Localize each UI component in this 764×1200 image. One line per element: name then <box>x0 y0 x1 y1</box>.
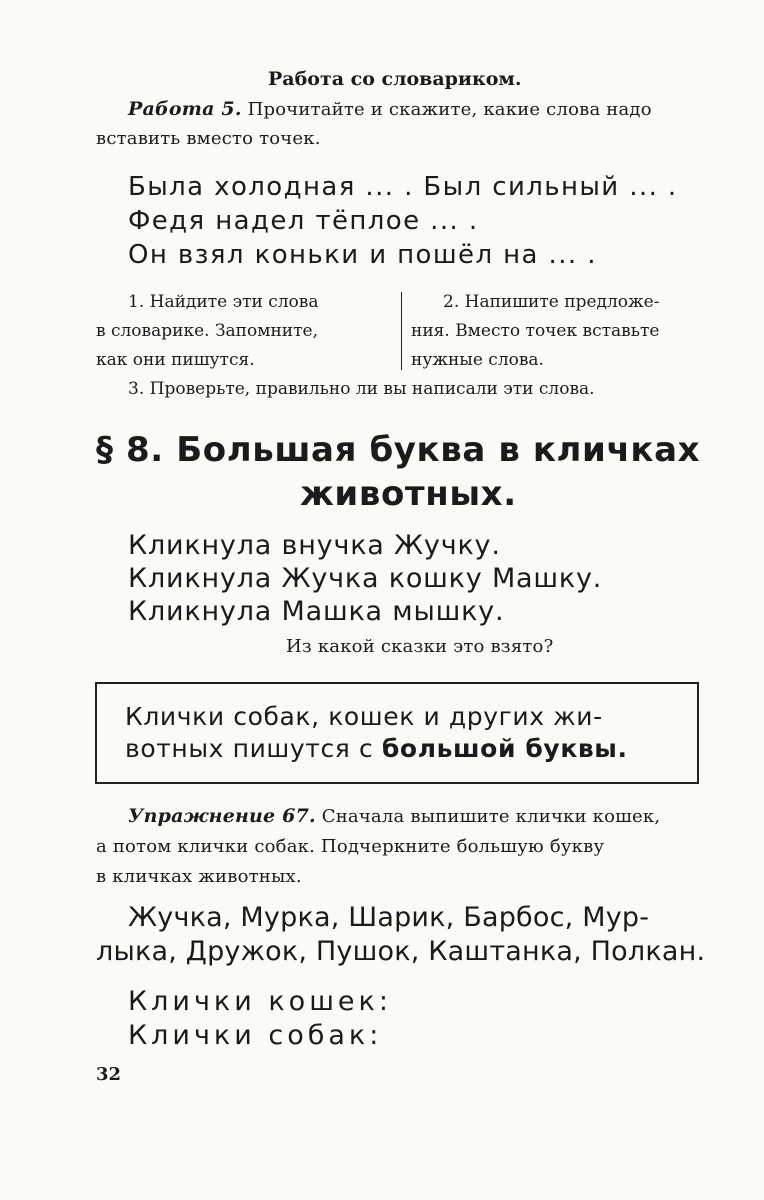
exercise67-text1: Сначала выпишите клички кошек, <box>321 806 661 827</box>
instruction-left-line: 1. Найдите эти слова <box>128 292 319 312</box>
instruction-left-line: в словарике. Запомните, <box>96 321 318 341</box>
exercise67-line3: в кличках животных. <box>96 866 302 887</box>
task5-label: Работа 5. <box>128 98 242 120</box>
column-divider <box>401 292 402 370</box>
animal-names-line2: лыка, Дружок, Пушок, Каштанка, Полкан. <box>96 936 706 967</box>
animal-names-line1: Жучка, Мурка, Шарик, Барбос, Мур- <box>128 902 650 933</box>
question: Из какой сказки это взято? <box>286 636 554 657</box>
instruction-right <box>411 288 711 375</box>
exercise67-label: Упражнение 67. <box>128 805 316 827</box>
instruction-right-line: нужные слова. <box>411 350 544 370</box>
task5-text1: Прочитайте и скажите, какие слова надо <box>247 99 652 120</box>
task5-line2: вставить вместо точек. <box>96 128 321 149</box>
task5-line1 <box>128 98 652 120</box>
poem-line-1: Кликнула внучка Жучку. <box>128 530 501 561</box>
exercise67-line1 <box>128 805 660 827</box>
paragraph-title-line1: § 8. Большая буква в кличках <box>96 430 701 470</box>
page-number: 32 <box>96 1064 122 1085</box>
poem-line-2: Кликнула Жучка кошку Машку. <box>128 563 603 594</box>
rule-line1: Клички собак, кошек и других жи- <box>125 702 603 731</box>
poem-line-3: Кликнула Машка мышку. <box>128 596 505 627</box>
rule-text-plain: вотных пишутся с <box>125 734 382 763</box>
exercise67-line2: а потом клички собак. Подчеркните большую букву <box>96 836 605 857</box>
instruction-right-line: ния. Вместо точек вставьте <box>411 321 660 341</box>
sentence-1: Была холодная ... . Был сильный ... . <box>128 172 678 202</box>
instruction-left <box>96 288 392 375</box>
rule-box <box>95 682 699 784</box>
instruction-bottom: 3. Проверьте, правильно ли вы написали эти слова. <box>128 379 595 399</box>
rule-text-bold: большой буквы. <box>381 734 628 763</box>
instruction-right-line: 2. Напишите предложе- <box>443 292 660 312</box>
cats-label: Клички кошек: <box>128 986 392 1017</box>
instruction-left-line: как они пишутся. <box>96 350 255 370</box>
paragraph-title-line2: животных. <box>300 474 517 514</box>
section-heading: Работа со словариком. <box>268 68 522 90</box>
sentence-2: Федя надел тёплое ... . <box>128 206 479 236</box>
rule-line2 <box>125 734 628 763</box>
dogs-label: Клички собак: <box>128 1020 383 1051</box>
sentence-3: Он взял коньки и пошёл на ... . <box>128 240 597 270</box>
